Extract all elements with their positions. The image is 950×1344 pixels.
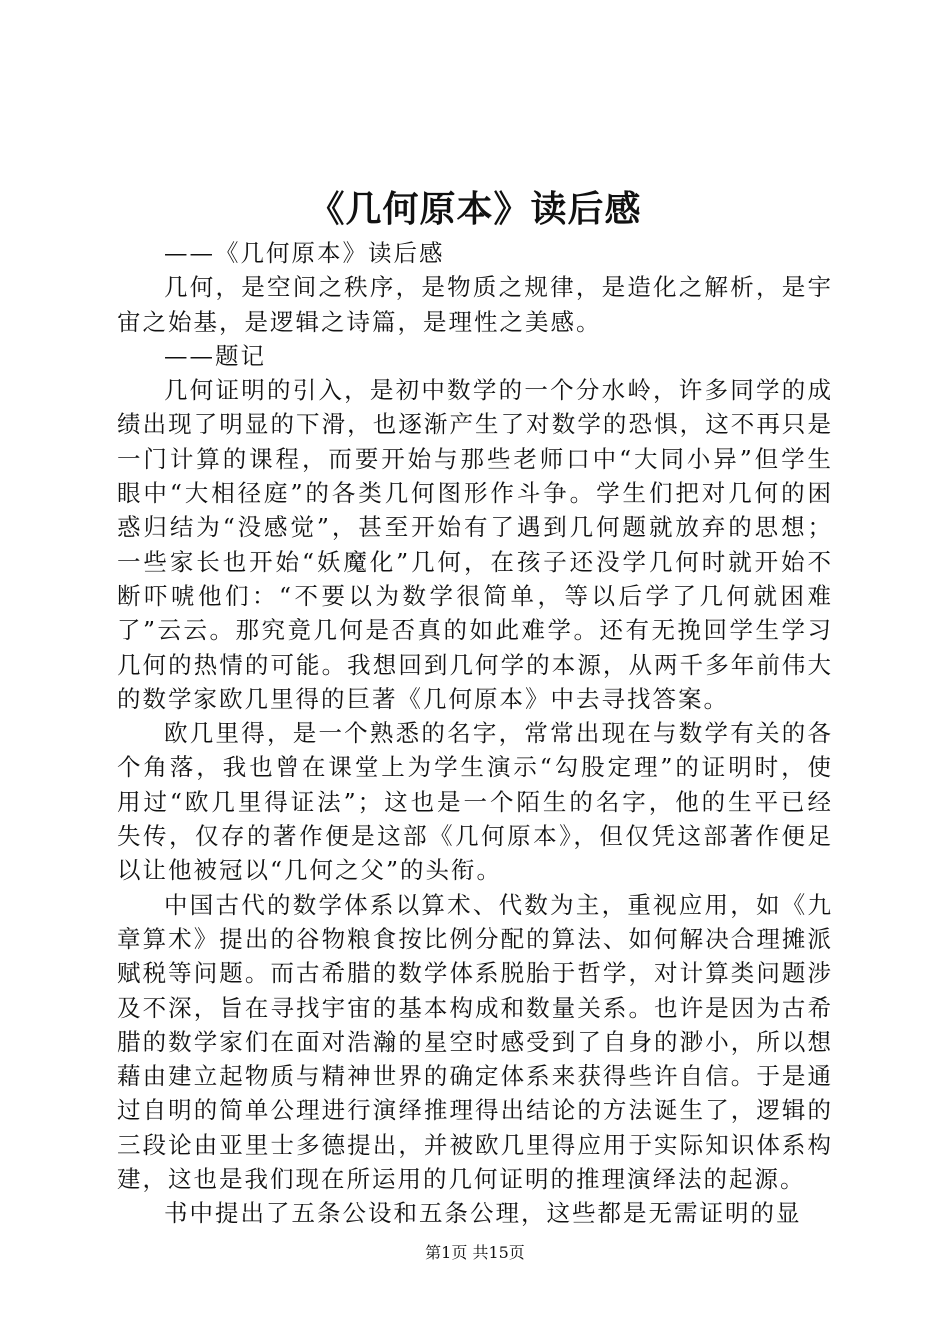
body-paragraph: 几何证明的引入，是初中数学的一个分水岭，许多同学的成绩出现了明显的下滑，也逐渐产生了对数学的恐惧，这不再只是一门计算的课程，而要开始与那些老师口中“大同小异”但学生眼中“大相径庭”的各类几何图形作斗争。学生们把对几何的困惑归结为“没感觉”，甚至开始有了遇到几何题就放弃的思想；一些家长也开始“妖魔化”几何，在孩子还没学几何时就开始不断吓唬他们：“不要以为数学很简单，等以后学了几何就困难了”云云。那究竟几何是否真的如此难学。还有无挽回学生学习几何的热情的可能。我想回到几何学的本源，从两千多年前伟大的数学家欧几里得的巨著《几何原本》中去寻找答案。 — [117, 376, 833, 713]
subtitle-paragraph: ——《几何原本》读后感 — [164, 239, 445, 267]
body-paragraph: 中国古代的数学体系以算术、代数为主，重视应用，如《九章算术》提出的谷物粮食按比例分配的算法、如何解决合理摊派赋税等问题。而古希腊的数学体系脱胎于哲学，对计算类问题涉及不深，旨在寻找宇宙的基本构成和数量关系。也许是因为古希腊的数学家们在面对浩瀚的星空时感受到了自身的渺小，所以想藉由建立起物质与精神世界的确定体系来获得些许自信。于是通过自明的简单公理进行演绎推理得出结论的方法诞生了，逻辑的三段论由亚里士多德提出，并被欧几里得应用于实际知识体系构建，这也是我们现在所运用的几何证明的推理演绎法的起源。 — [117, 890, 833, 1194]
body-paragraph: 书中提出了五条公设和五条公理，这些都是无需证明的显 — [164, 1199, 802, 1228]
page-number-footer: 第1页 共15页 — [425, 1243, 525, 1262]
epigraph-paragraph: 几何，是空间之秩序，是物质之规律，是造化之解析，是宇宙之始基，是逻辑之诗篇，是理性之美感。 — [117, 273, 833, 336]
body-paragraph: 欧几里得，是一个熟悉的名字，常常出现在与数学有关的各个角落，我也曾在课堂上为学生演示“勾股定理”的证明时，使用过“欧几里得证法”；这也是一个陌生的名字，他的生平已经失传，仅存的著作便是这部《几何原本》，但仅凭这部著作便足以让他被冠以“几何之父”的头衔。 — [117, 719, 833, 885]
document-title: 《几何原本》读后感 — [308, 189, 642, 230]
document-body — [117, 236, 833, 1231]
epigraph-attribution: ——题记 — [164, 341, 266, 370]
